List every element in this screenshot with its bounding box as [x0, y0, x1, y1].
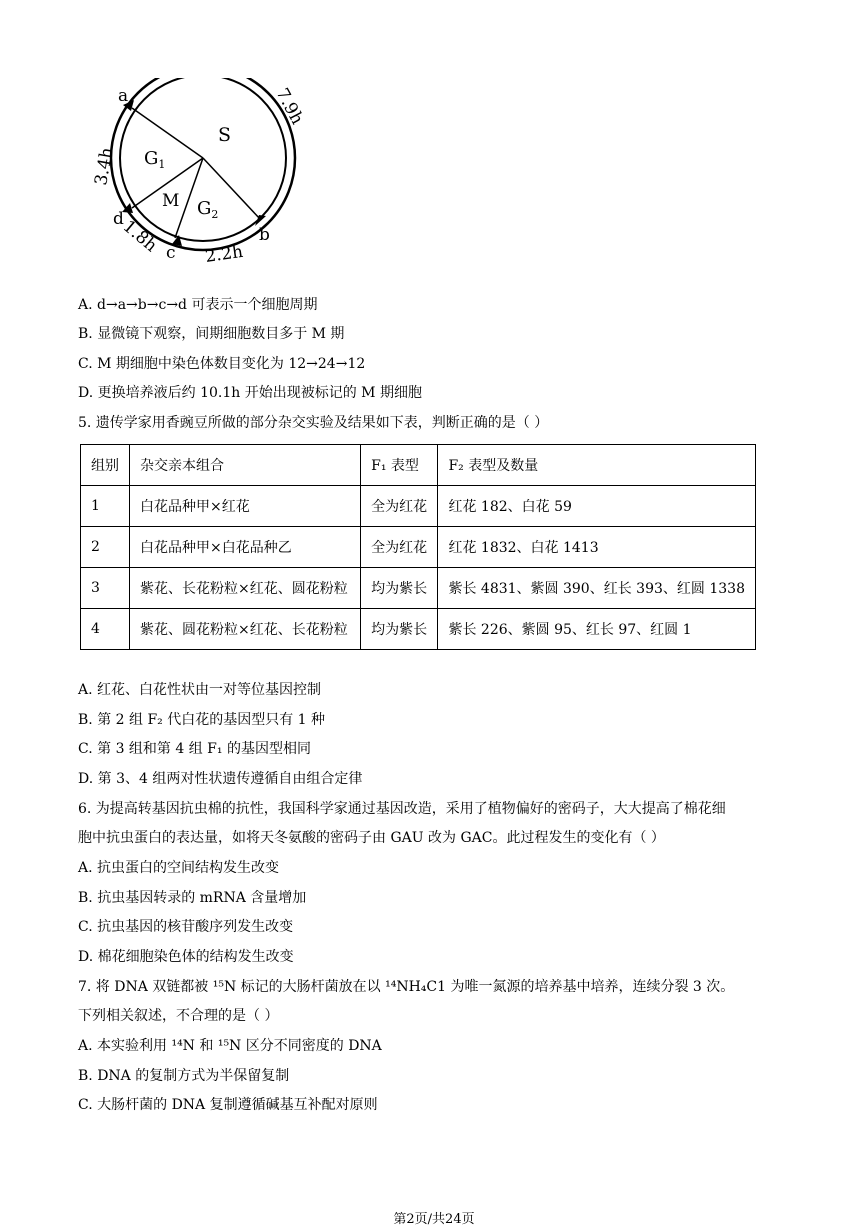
q6-option-b: B. 抗虫基因转录的 mRNA 含量增加	[78, 890, 307, 906]
table-cell: 4	[81, 609, 130, 650]
table-header-row	[81, 445, 756, 486]
q6-stem-line2: 胞中抗虫蛋白的表达量，如将天冬氨酸的密码子由 GAU 改为 GAC。此过程发生的变化有（ ）	[78, 830, 665, 846]
table-cell: 紫花、圆花粉粒×红花、长花粉粒	[130, 609, 361, 650]
table-cell: 2	[81, 527, 130, 568]
table-cell: 全为红花	[361, 527, 438, 568]
table-cell: 红花 182、白花 59	[438, 486, 756, 527]
duration-cd: 1.8h	[118, 216, 161, 257]
q6-option-a: A. 抗虫蛋白的空间结构发生改变	[78, 860, 280, 876]
q5-stem: 5. 遗传学家用香豌豆所做的部分杂交实验及结果如下表，判断正确的是（ ）	[78, 415, 549, 431]
duration-ab: 7.9h	[271, 84, 308, 128]
q6-option-c: C. 抗虫基因的核苷酸序列发生改变	[78, 919, 294, 935]
table-cell: 均为紫长	[361, 609, 438, 650]
q7-stem-line2: 下列相关叙述，不合理的是（ ）	[78, 1008, 279, 1024]
table-row	[81, 527, 756, 568]
table-row	[81, 486, 756, 527]
cell-cycle-diagram	[80, 78, 320, 278]
q6-option-d: D. 棉花细胞染色体的结构发生改变	[78, 949, 294, 965]
label-g2: $G_2$	[197, 198, 219, 221]
header-cell: 组别	[81, 445, 130, 486]
table-row	[81, 568, 756, 609]
table-cell: 1	[81, 486, 130, 527]
radius-to-a	[132, 108, 203, 158]
table-cell: 3	[81, 568, 130, 609]
table-cell: 均为紫长	[361, 568, 438, 609]
q7-stem-line1: 7. 将 DNA 双链都被 ¹⁵N 标记的大肠杆菌放在以 ¹⁴NH₄C1 为唯一氮源的培养基中培养，连续分裂 3 次。	[78, 979, 735, 995]
q7-option-a: A. 本实验利用 ¹⁴N 和 ¹⁵N 区分不同密度的 DNA	[78, 1038, 382, 1054]
header-cell: F₁ 表型	[361, 445, 438, 486]
point-c: c	[166, 243, 176, 263]
duration-da: 3.4h	[91, 145, 118, 187]
cross-results-table	[80, 444, 756, 650]
q4-option-b: B. 显微镜下观察，间期细胞数目多于 M 期	[78, 326, 345, 342]
table-cell: 全为红花	[361, 486, 438, 527]
table-row	[81, 609, 756, 650]
header-cell: 杂交亲本组合	[130, 445, 361, 486]
point-d: d	[113, 209, 124, 229]
q5-option-a: A. 红花、白花性状由一对等位基因控制	[78, 682, 322, 698]
q7-option-c: C. 大肠杆菌的 DNA 复制遵循碱基互补配对原则	[78, 1097, 378, 1113]
q5-option-b: B. 第 2 组 F₂ 代白花的基因型只有 1 种	[78, 712, 326, 728]
q5-option-c: C. 第 3 组和第 4 组 F₁ 的基因型相同	[78, 741, 311, 757]
q7-option-b: B. DNA 的复制方式为半保留复制	[78, 1068, 290, 1084]
point-b: b	[259, 225, 270, 245]
label-g1: $G_1$	[144, 148, 166, 171]
header-cell: F₂ 表型及数量	[438, 445, 756, 486]
label-m: M	[162, 191, 180, 211]
page-footer: 第2页/共24页	[393, 1212, 475, 1227]
table-cell: 紫长 4831、紫圆 390、红长 393、红圆 1338	[438, 568, 756, 609]
table-cell: 红花 1832、白花 1413	[438, 527, 756, 568]
point-a: a	[118, 86, 129, 106]
q4-option-c: C. M 期细胞中染色体数目变化为 12→24→12	[78, 356, 366, 372]
table-cell: 紫花、长花粉粒×红花、圆花粉粒	[130, 568, 361, 609]
label-s: S	[218, 124, 232, 146]
q6-stem-line1: 6. 为提高转基因抗虫棉的抗性，我国科学家通过基因改造，采用了植物偏好的密码子，大大提高了棉花细	[78, 801, 726, 817]
table-cell: 白花品种甲×白花品种乙	[130, 527, 361, 568]
q4-option-d: D. 更换培养液后约 10.1h 开始出现被标记的 M 期细胞	[78, 385, 422, 401]
table-cell: 紫长 226、紫圆 95、红长 97、红圆 1	[438, 609, 756, 650]
table-cell: 白花品种甲×红花	[130, 486, 361, 527]
q5-option-d: D. 第 3、4 组两对性状遗传遵循自由组合定律	[78, 771, 363, 787]
q4-option-a: A. d→a→b→c→d 可表示一个细胞周期	[78, 297, 318, 313]
duration-bc: 2.2h	[203, 241, 245, 267]
